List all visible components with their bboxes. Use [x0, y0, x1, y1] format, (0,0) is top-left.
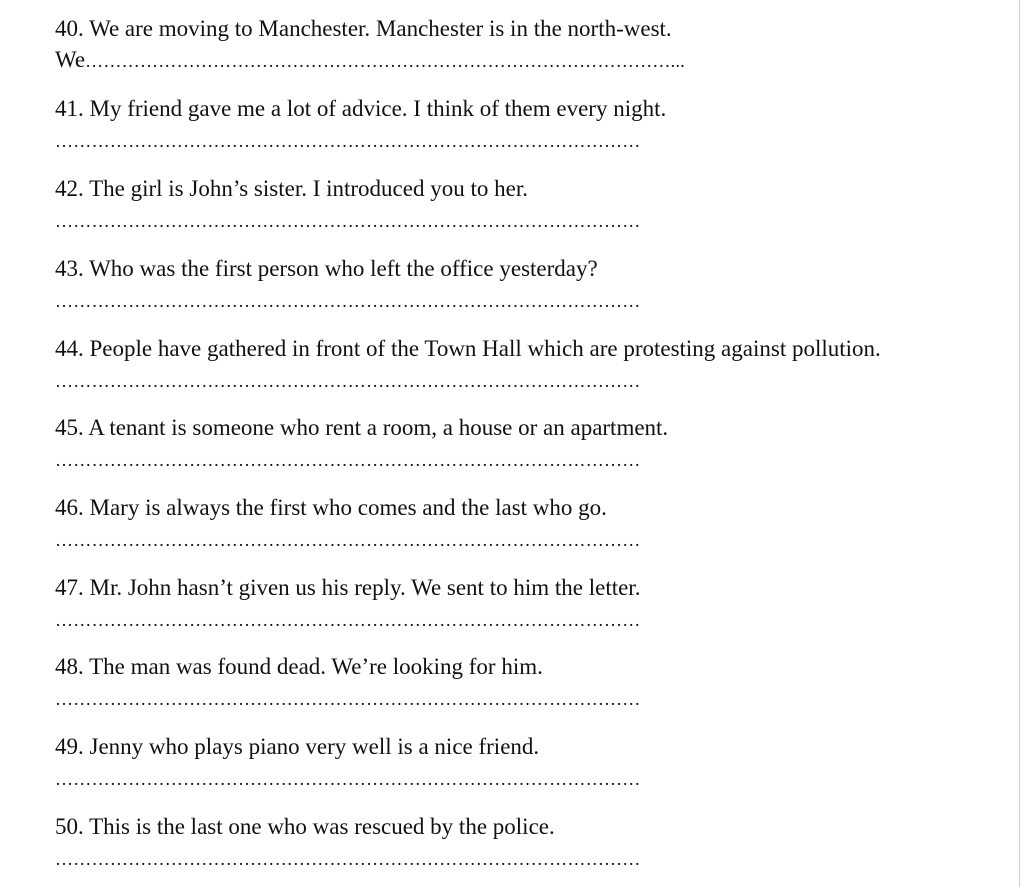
question-number: 40. [55, 16, 84, 41]
page-edge-divider [1019, 0, 1020, 887]
question-sentence: Jenny who plays piano very well is a nice friend. [89, 734, 540, 759]
answer-dotted-line: …………………………………………………………………………………… [55, 849, 641, 869]
question-number: 49. [55, 734, 84, 759]
question-number: 43. [55, 256, 84, 281]
question-sentence: The girl is John’s sister. I introduced you to her. [89, 176, 528, 201]
answer-dotted-line: …………………………………………………………………………………… [55, 371, 641, 391]
question-45 [55, 414, 995, 442]
question-number: 46. [55, 495, 84, 520]
question-number: 42. [55, 176, 84, 201]
answer-line-43[interactable] [55, 286, 995, 315]
question-sentence: Who was the first person who left the office yesterday? [89, 256, 598, 281]
question-40 [55, 15, 995, 43]
question-sentence: A tenant is someone who rent a room, a house or an apartment. [88, 415, 669, 440]
exercise-item-45 [55, 414, 995, 474]
question-sentence: People have gathered in front of the Town Hall which are protesting against pollution. [89, 336, 881, 361]
answer-line-47[interactable] [55, 605, 995, 634]
exercise-item-43 [55, 255, 995, 315]
answer-dotted-line: …………………………………………………………………………………… [55, 211, 641, 231]
answer-line-42[interactable] [55, 206, 995, 235]
answer-line-48[interactable] [55, 684, 995, 713]
exercise-item-46 [55, 494, 995, 554]
answer-line-45[interactable] [55, 445, 995, 474]
exercise-item-47 [55, 574, 995, 634]
answer-dotted-line: …………………………………………………………………………………… [55, 769, 641, 789]
question-50 [55, 813, 995, 841]
question-42 [55, 175, 995, 203]
answer-dotted-line: …………………………………………………………………………………… [55, 530, 641, 550]
answer-dotted-line: …………………………………………………………………………………… [55, 291, 641, 311]
answer-line-44[interactable] [55, 366, 995, 395]
question-46 [55, 494, 995, 522]
question-number: 44. [55, 336, 84, 361]
question-41 [55, 95, 995, 123]
question-number: 50. [55, 814, 84, 839]
question-47 [55, 574, 995, 602]
exercise-item-41 [55, 95, 995, 155]
question-sentence: This is the last one who was rescued by the police. [89, 814, 555, 839]
question-43 [55, 255, 995, 283]
answer-line-40[interactable] [55, 46, 995, 75]
answer-line-50[interactable] [55, 844, 995, 873]
exercise-item-40 [55, 15, 995, 75]
question-sentence: Mary is always the first who comes and the last who go. [89, 495, 607, 520]
question-number: 45. [55, 415, 84, 440]
answer-start-text: We [55, 47, 86, 72]
answer-dotted-line: ……………………………………………………………………………………... [85, 51, 686, 71]
answer-dotted-line: …………………………………………………………………………………… [55, 450, 641, 470]
answer-dotted-line: …………………………………………………………………………………… [55, 610, 641, 630]
question-44 [55, 335, 995, 363]
answer-dotted-line: …………………………………………………………………………………… [55, 689, 641, 709]
question-48 [55, 653, 995, 681]
exercise-item-49 [55, 733, 995, 793]
answer-line-41[interactable] [55, 126, 995, 155]
answer-line-46[interactable] [55, 525, 995, 554]
exercise-item-50 [55, 813, 995, 873]
question-number: 48. [55, 654, 84, 679]
exercise-item-44 [55, 335, 995, 395]
question-sentence: We are moving to Manchester. Manchester is in the north-west. [83, 16, 672, 41]
question-sentence: My friend gave me a lot of advice. I think of them every night. [83, 96, 667, 121]
answer-line-49[interactable] [55, 764, 995, 793]
question-sentence: The man was found dead. We’re looking for him. [89, 654, 543, 679]
exercise-item-48 [55, 653, 995, 713]
exercise-item-42 [55, 175, 995, 235]
question-number: 47. [55, 575, 84, 600]
answer-dotted-line: …………………………………………………………………………………… [55, 131, 641, 151]
question-sentence: Mr. John hasn’t given us his reply. We sent to him the letter. [89, 575, 641, 600]
question-49 [55, 733, 995, 761]
question-number: 41. [55, 96, 84, 121]
